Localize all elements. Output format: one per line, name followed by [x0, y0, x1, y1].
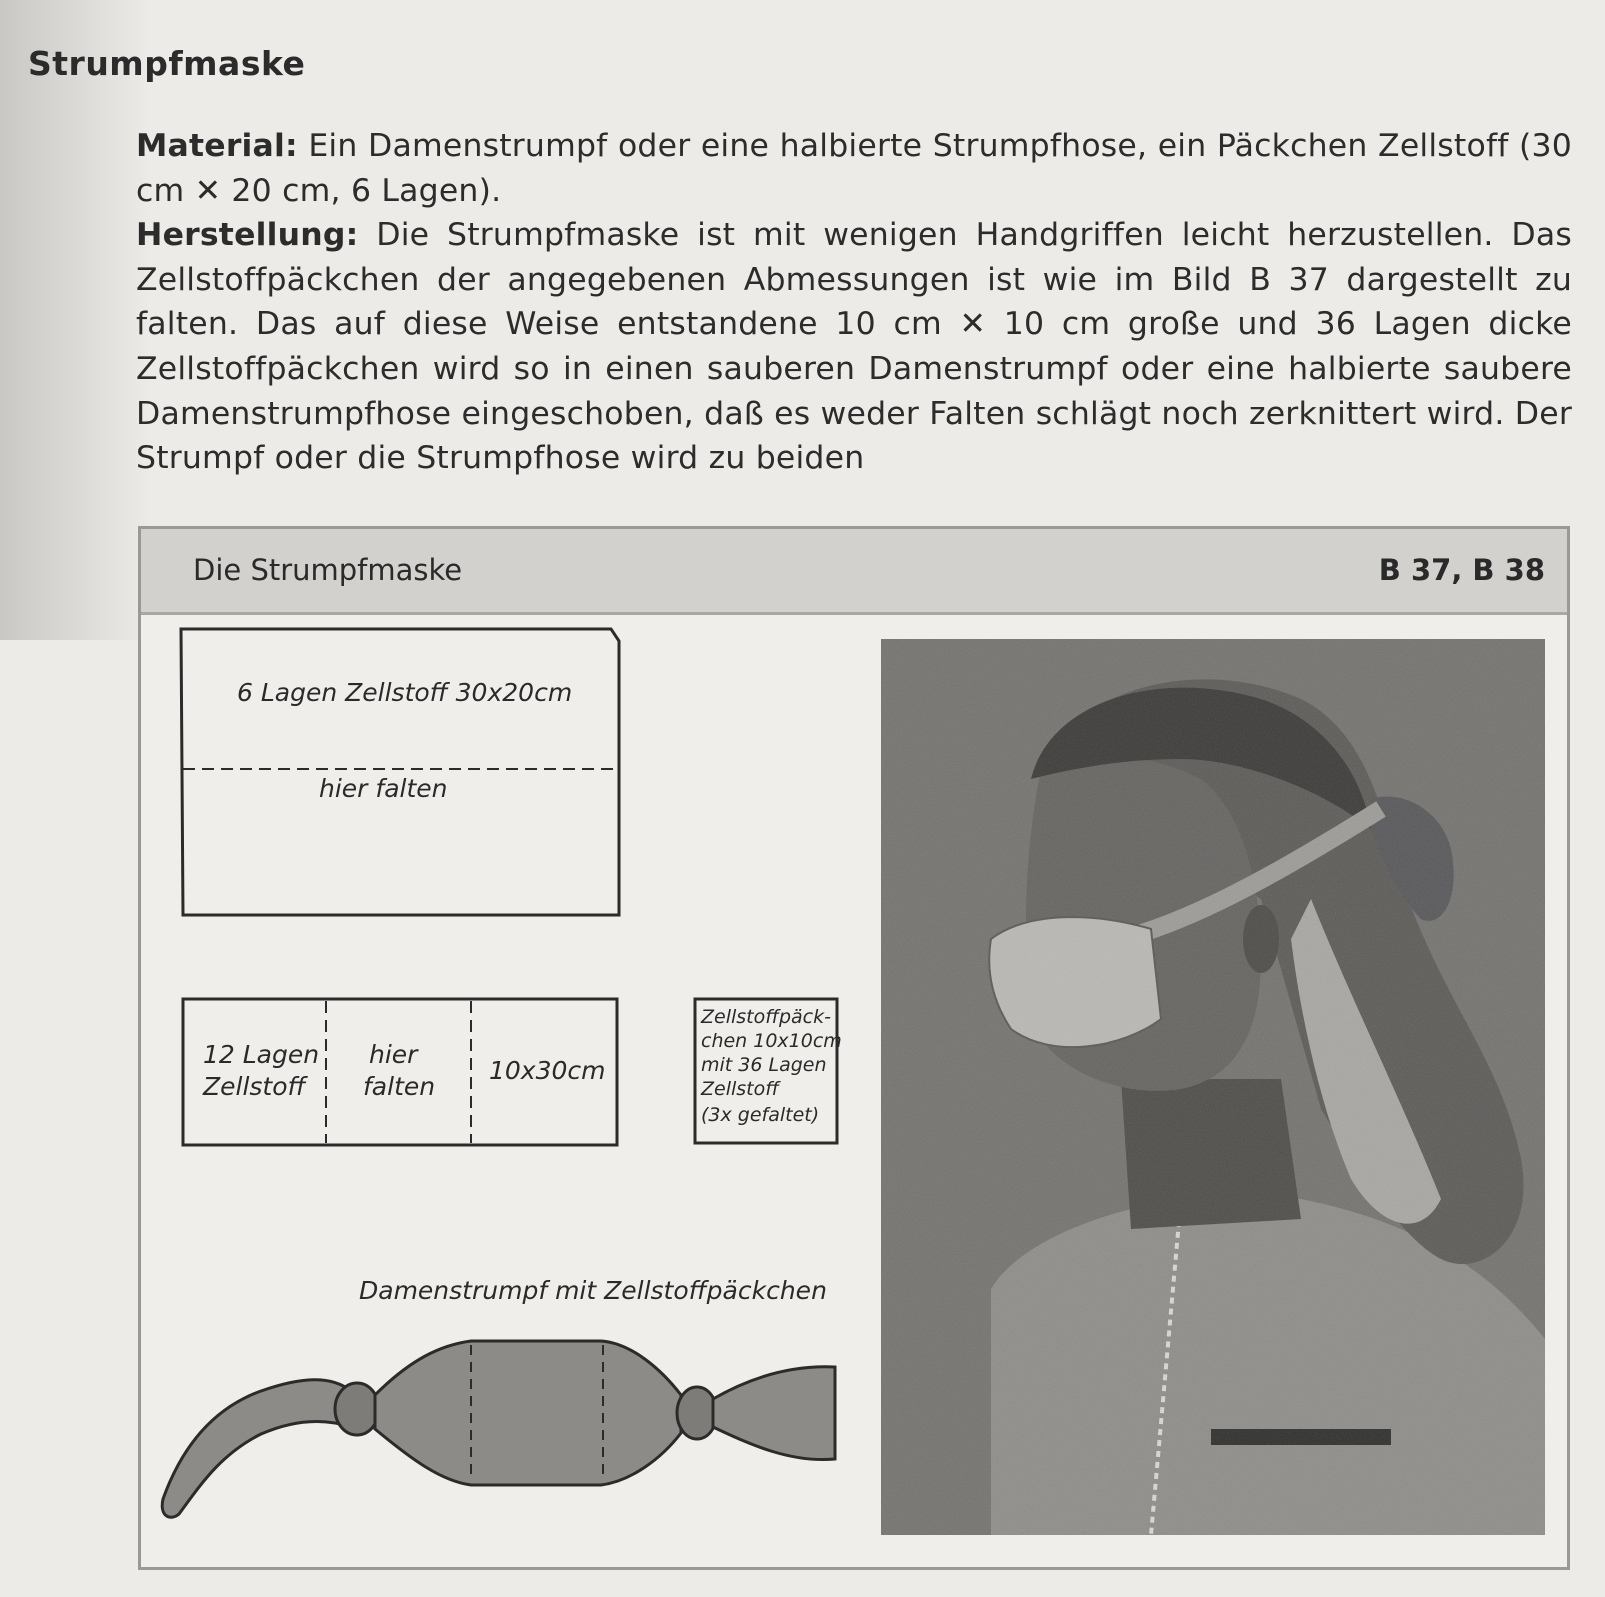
body-text [136, 124, 1572, 481]
step3-line5: (3x gefaltet) [701, 1104, 820, 1126]
step3-line2: chen 10x10cm [701, 1030, 842, 1052]
step3-line4: Zellstoff [701, 1078, 779, 1100]
photo-woman-with-mask [881, 639, 1545, 1535]
material-paragraph [136, 124, 1572, 213]
step3-line3: mit 36 Lagen [701, 1054, 827, 1076]
herstellung-text: Die Strumpfmaske ist mit wenigen Handgriffen leicht herzustellen. Das Zellstoffpäckchen der angegebenen Abmessungen ist wie im Bild B 37 dargestellt zu falten. Das auf diese Weise entstandene 10 cm ✕ 10 cm große und 36 Lagen dicke Zellstoffpäckchen wird so in einen sauberen Damenstrumpf oder eine halbierte saubere Damenstrumpfhose eingeschoben, daß es weder Falten schlägt noch zerknittert wird. Der Strumpf oder die Strumpfhose wird zu beiden [136, 217, 1572, 477]
folding-diagram [141, 529, 881, 1569]
stocking-caption: Damenstrumpf mit Zellstoffpäckchen [359, 1276, 827, 1305]
step2-left-line2: Zellstoff [203, 1072, 306, 1101]
figure-reference: B 37, B 38 [1378, 553, 1545, 587]
step2-mid-line2: falten [363, 1072, 436, 1101]
stocking-illustration [162, 1341, 835, 1517]
step1-sheet-outline [181, 629, 619, 915]
herstellung-label: Herstellung: [136, 217, 359, 254]
step2-mid-line1: hier [369, 1040, 418, 1069]
step2-right-label: 10x30cm [489, 1056, 606, 1085]
page-title: Strumpfmaske [28, 44, 306, 83]
photo-illustration [881, 639, 1545, 1535]
step1-label: 6 Lagen Zellstoff 30x20cm [237, 678, 573, 707]
material-label: Material: [136, 128, 298, 164]
figure-title: Die Strumpfmaske [193, 553, 463, 587]
step1-fold-label: hier falten [319, 774, 448, 803]
figure-box [138, 526, 1570, 1570]
step2-left-line1: 12 Lagen [203, 1040, 320, 1069]
step3-line1: Zellstoffpäck- [701, 1006, 831, 1028]
material-text: Ein Damenstrumpf oder eine halbierte Strumpfhose, ein Päckchen Zellstoff (30 cm ✕ 20 cm, 6 Lagen). [136, 128, 1572, 209]
herstellung-paragraph [136, 213, 1572, 481]
page-edge-shadow [0, 0, 150, 640]
